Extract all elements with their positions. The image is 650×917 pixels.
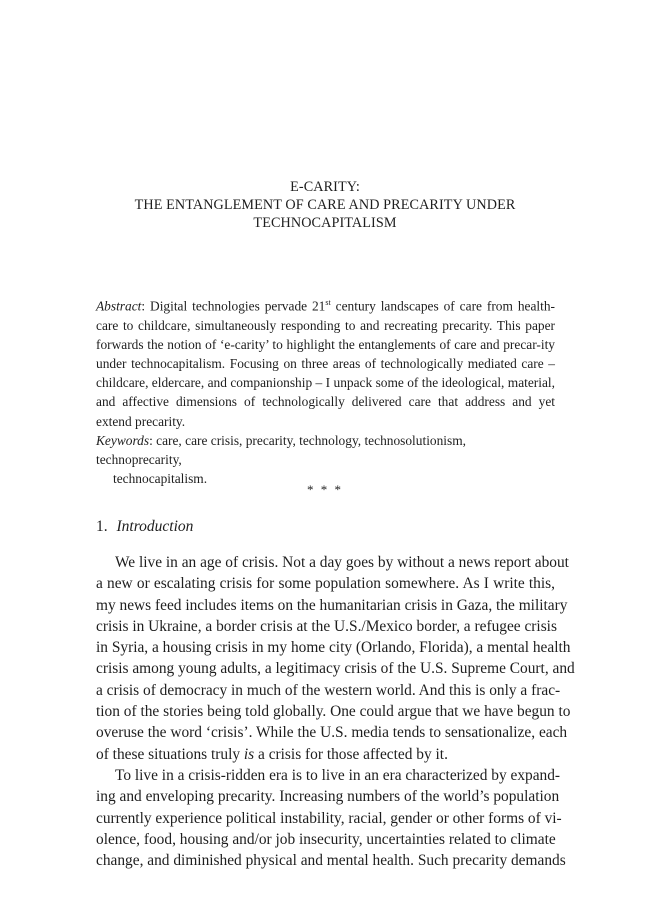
title-line-2: THE ENTANGLEMENT OF CARE AND PRECARITY UNDER	[134, 197, 516, 213]
title-line-1: E-CARITY:	[290, 179, 360, 195]
body-line-part: a crisis for those affected by it.	[254, 745, 448, 763]
body-line: change, and diminished physical and mental health. Such precarity demands	[96, 852, 566, 870]
body-line: olence, food, housing and/or job insecurity, uncertainties related to climate	[96, 830, 556, 848]
keywords	[96, 431, 555, 489]
body-line: ing and enveloping precarity. Increasing numbers of the world’s population	[96, 788, 560, 806]
section-title: Introduction	[116, 518, 194, 535]
body-line: my news feed includes items on the humanitarian crisis in Gaza, the military	[96, 596, 568, 614]
body-emphasis: is	[243, 745, 255, 763]
body-line: To live in a crisis-ridden era is to live in an era characterized by expand-	[115, 766, 561, 784]
abstract-label: Abstract	[96, 298, 142, 314]
title-line-3: TECHNOCAPITALISM	[253, 215, 397, 231]
section-number: 1.	[96, 518, 108, 535]
body-line: currently experience political instability, racial, gender or other forms of vi-	[96, 809, 562, 827]
body-line: overuse the word ‘crisis’. While the U.S. media tends to sensationalize, each	[96, 724, 568, 742]
body-line: tion of the stories being told globally. One could argue that we have begun to	[96, 703, 571, 721]
paper-title	[92, 178, 558, 232]
body-line: We live in an age of crisis. Not a day goes by without a news report about	[115, 554, 569, 571]
keywords-text-line-2: technocapitalism.	[113, 471, 208, 487]
abstract-superscript: st	[325, 298, 331, 307]
keywords-text-line-1: : care, care crisis, precarity, technology, technosolutionism, technoprecarity,	[96, 433, 466, 468]
body-line: crisis in Ukraine, a border crisis at the U.S./Mexico border, a refugee crisis	[96, 617, 557, 635]
body-line: a crisis of democracy in much of the western world. And this is only a frac-	[96, 681, 561, 699]
body-line-part: of these situations truly	[96, 745, 244, 763]
abstract-text-start: : Digital technologies pervade 21	[141, 298, 326, 314]
keywords-label: Keywords	[96, 433, 150, 448]
abstract-text-rest: century landscapes of care from health-care to childcare, simultaneously responding to and recreating precarity. This paper forwards the notion of ‘e-carity’ to highlight the entanglements of care and precar-ity under technocapitalism. Focusing on three areas of technologically mediated care – childcare, eldercare, and companionship – I unpack some of the ideological, material, and affective dimensions of technologically delivered care that address and yet extend precarity.	[96, 298, 555, 429]
body-text	[96, 552, 575, 871]
abstract	[96, 293, 555, 431]
body-line: crisis among young adults, a legitimacy crisis of the U.S. Supreme Court, and	[96, 660, 575, 678]
body-line: a new or escalating crisis for some population somewhere. As I write this,	[96, 575, 555, 593]
section-separator: * * *	[307, 482, 343, 497]
body-line	[96, 744, 555, 765]
section-heading	[96, 517, 193, 537]
body-line: in Syria, a housing crisis in my home city (Orlando, Florida), a mental health	[96, 639, 571, 657]
